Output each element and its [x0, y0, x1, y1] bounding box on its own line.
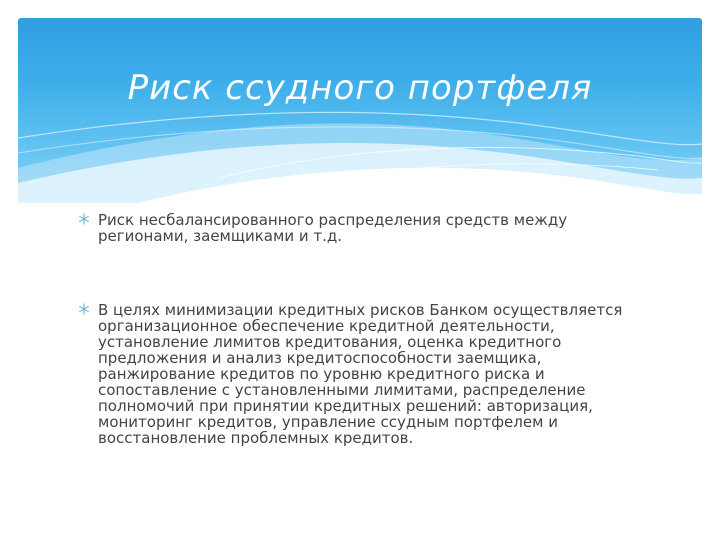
- bullet-text: В целях минимизации кредитных рисков Банком осуществляется организационное обеспечение кредитной деятельности, установление лимитов кредитования, оценка кредитного предложения и анализ кредитоспособности заемщика, ранжирование кредитов по уровню кредитного риска и сопоставление с установленными лимитами, распределение полномочий при принятии кредитных решений: авторизация, мониторинг кредитов, управление ссудным портфелем и восстановление проблемных кредитов.: [98, 301, 623, 447]
- wave-decoration: [18, 18, 702, 203]
- slide-title: Риск ссудного портфеля: [127, 68, 593, 108]
- list-item: [78, 212, 658, 244]
- header-banner: [18, 18, 702, 203]
- bullet-list: [78, 212, 658, 446]
- asterisk-bullet-icon: [78, 303, 90, 315]
- asterisk-bullet-icon: [78, 213, 90, 225]
- list-item: [78, 302, 658, 446]
- bullet-text: Риск несбалансированного распределения средств между регионами, заемщиками и т.д.: [98, 211, 568, 245]
